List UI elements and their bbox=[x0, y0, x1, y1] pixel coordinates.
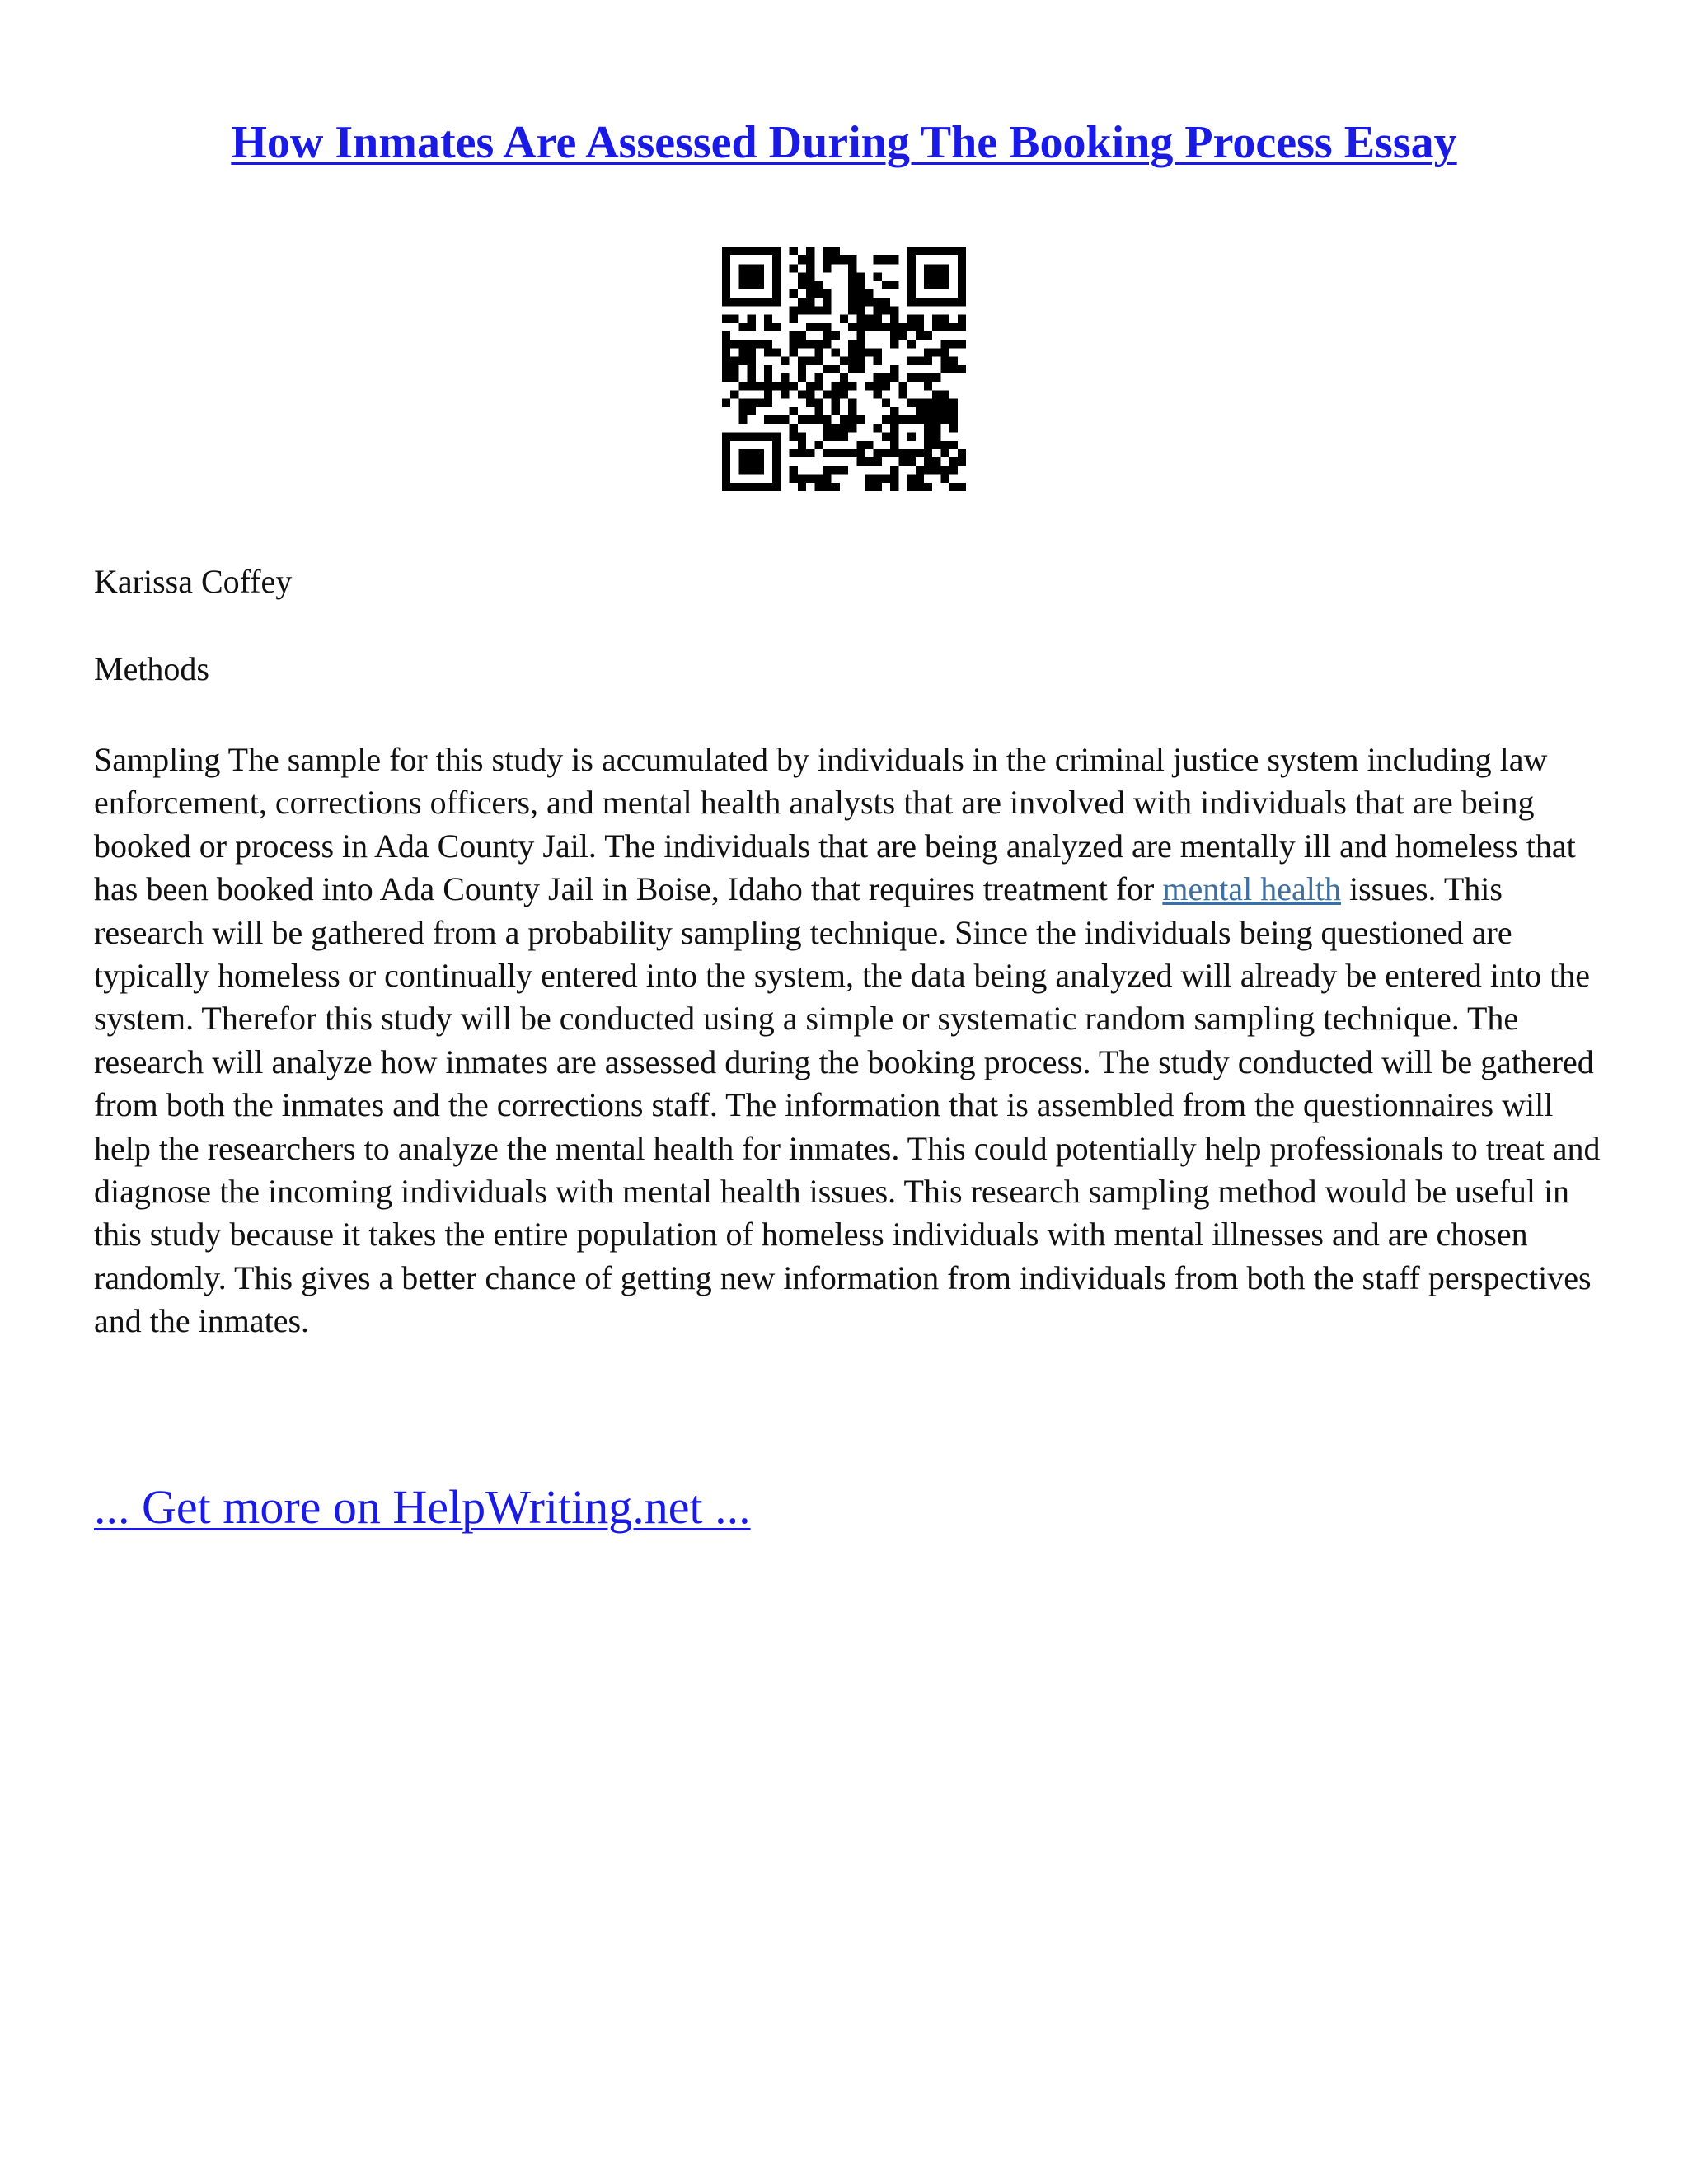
get-more-link[interactable]: ... Get more on HelpWriting.net ... bbox=[94, 1480, 751, 1534]
section-heading: Methods bbox=[94, 650, 209, 687]
qr-code-icon bbox=[722, 247, 966, 491]
paragraph-text-start: Sampling The sample for this study is accumulated by individuals in the criminal justice system including law enforcement, corrections officers, and mental health analysts that are involved with individuals that are being booked or process in Ada County Jail. The individuals that are being analyzed are mentally ill and homeless that has been booked into Ada County Jail in Boise, Idaho that requires treatment for bbox=[94, 741, 1576, 908]
title-link[interactable]: How Inmates Are Assessed During The Booking Process Essay bbox=[231, 117, 1457, 168]
body-paragraph bbox=[94, 738, 1602, 1343]
page-title bbox=[0, 114, 1688, 171]
paragraph-text-end: issues. This research will be gathered from a probability sampling technique. Since the individuals being questioned are typically homeless or continually entered into the system, the data being analyzed will already be entered into the system. Therefor this study will be conducted using a simple or systematic random sampling technique. The research will analyze how inmates are assessed during the booking process. The study conducted will be gathered from both the inmates and the corrections staff. The information that is assembled from the questionnaires will help the researchers to analyze the mental health for inmates. This could potentially help professionals to treat and diagnose the incoming individuals with mental health issues. This research sampling method would be useful in this study because it takes the entire population of homeless individuals with mental illnesses and are chosen randomly. This gives a better chance of getting new information from individuals from both the staff perspectives and the inmates. bbox=[94, 870, 1601, 1340]
get-more-link-container bbox=[94, 1479, 751, 1536]
mental-health-link[interactable]: mental health bbox=[1162, 870, 1341, 908]
author-name: Karissa Coffey bbox=[94, 563, 293, 600]
